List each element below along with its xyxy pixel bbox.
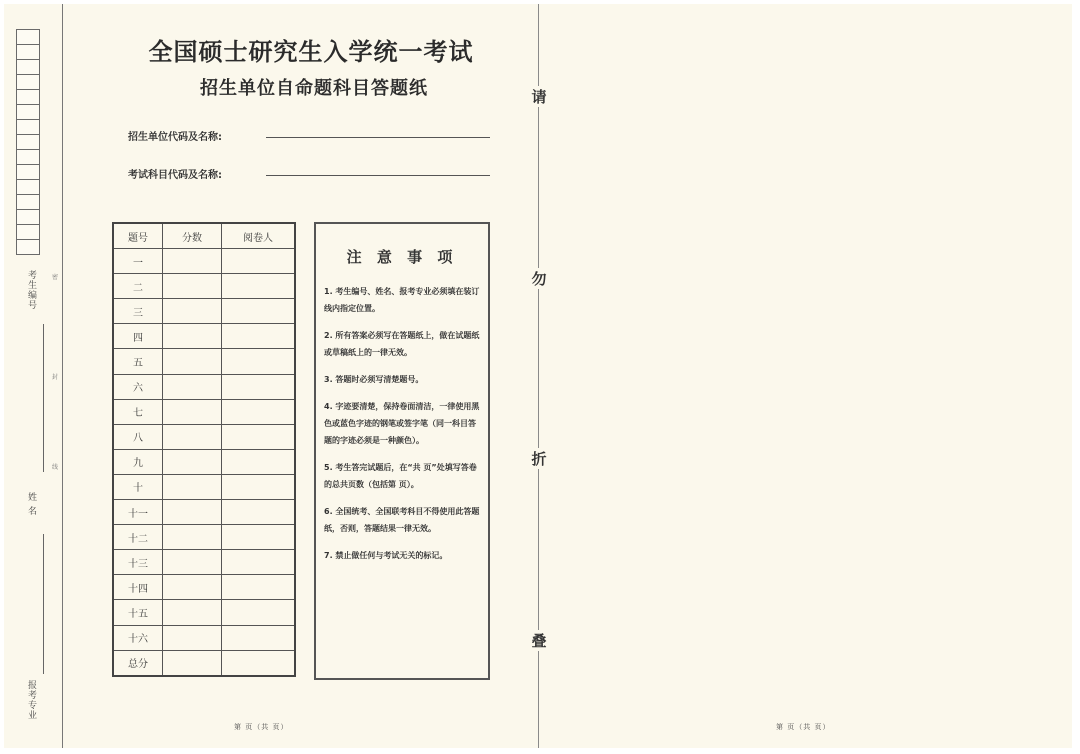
grader-cell[interactable] [222,500,296,525]
exam-id-box[interactable] [16,149,40,165]
score-cell[interactable] [163,449,222,474]
header-question-no: 题号 [113,223,163,249]
fold-char-4: 叠 [531,632,547,650]
exam-id-box[interactable] [16,29,40,45]
question-number-cell: 十六 [113,625,163,650]
score-cell[interactable] [163,474,222,499]
exam-id-box[interactable] [16,179,40,195]
unit-code-label: 招生单位代码及名称: [128,132,222,143]
seal-mark-3: 线 [52,464,59,471]
answer-sheet [4,4,1072,748]
notice-list [324,283,482,564]
grader-cell[interactable] [222,449,296,474]
grader-cell[interactable] [222,550,296,575]
score-table-header [113,223,295,249]
major-underline [43,534,44,674]
major-label: 报考专业 [26,680,36,720]
score-cell[interactable] [163,274,222,299]
question-number-cell: 十一 [113,500,163,525]
notice-item: 2. 所有答案必须写在答题纸上，做在试题纸或草稿纸上的一律无效。 [324,331,480,357]
score-row [113,625,295,650]
score-cell[interactable] [163,249,222,274]
page-footer-right: 第 页（共 页） [776,723,831,731]
exam-id-box[interactable] [16,239,40,255]
question-number-cell: 六 [113,374,163,399]
score-row [113,525,295,550]
score-row [113,449,295,474]
grader-cell[interactable] [222,474,296,499]
grader-cell[interactable] [222,249,296,274]
grader-cell[interactable] [222,525,296,550]
page-footer-left: 第 页（共 页） [234,723,289,731]
score-row [113,600,295,625]
seal-mark-1: 密 [52,274,59,281]
question-number-cell: 十三 [113,550,163,575]
grader-cell[interactable] [222,650,296,676]
notice-item: 4. 字迹要清楚，保持卷面清洁，一律使用黑色或蓝色字迹的钢笔或签字笔（同一科目答题的字迹必须是一种颜色）。 [324,402,480,445]
question-number-cell: 总分 [113,650,163,676]
exam-id-box[interactable] [16,74,40,90]
score-cell[interactable] [163,424,222,449]
grader-cell[interactable] [222,399,296,424]
notice-item: 1. 考生编号、姓名、报考专业必须填在装订线内指定位置。 [324,287,480,313]
name-label: 姓 名 [26,492,36,516]
exam-id-box[interactable] [16,89,40,105]
score-row [113,349,295,374]
header-grader: 阅卷人 [222,223,296,249]
page-title: 全国硕士研究生入学统一考试 [148,37,474,66]
score-row [113,274,295,299]
question-number-cell: 八 [113,424,163,449]
score-cell[interactable] [163,399,222,424]
question-number-cell: 十二 [113,525,163,550]
score-cell[interactable] [163,299,222,324]
score-cell[interactable] [163,600,222,625]
subject-code-label: 考试科目代码及名称: [128,170,222,181]
fold-char-2: 勿 [531,270,547,288]
exam-id-label: 考生编号 [26,270,36,310]
question-number-cell: 七 [113,399,163,424]
grader-cell[interactable] [222,625,296,650]
score-cell[interactable] [163,349,222,374]
grader-cell[interactable] [222,424,296,449]
score-cell[interactable] [163,525,222,550]
score-table [112,222,296,677]
exam-id-box[interactable] [16,59,40,75]
question-number-cell: 十五 [113,600,163,625]
score-cell[interactable] [163,374,222,399]
score-cell[interactable] [163,500,222,525]
exam-id-box[interactable] [16,194,40,210]
score-row [113,374,295,399]
score-row [113,399,295,424]
score-row [113,474,295,499]
notice-item: 7. 禁止做任何与考试无关的标记。 [324,551,448,560]
score-row [113,550,295,575]
subject-code-field[interactable] [266,175,490,176]
exam-id-box[interactable] [16,44,40,60]
score-cell[interactable] [163,324,222,349]
question-number-cell: 二 [113,274,163,299]
binding-line [62,4,63,748]
question-number-cell: 九 [113,449,163,474]
question-number-cell: 四 [113,324,163,349]
exam-id-box[interactable] [16,104,40,120]
grader-cell[interactable] [222,600,296,625]
notice-item: 6. 全国统考、全国联考科目不得使用此答题纸，否则，答题结果一律无效。 [324,507,480,533]
question-number-cell: 三 [113,299,163,324]
score-cell[interactable] [163,575,222,600]
exam-id-box[interactable] [16,164,40,180]
score-row [113,324,295,349]
question-number-cell: 十四 [113,575,163,600]
grader-cell[interactable] [222,374,296,399]
exam-id-box[interactable] [16,224,40,240]
score-row [113,424,295,449]
notice-item: 5. 考生答完试题后，在“共 页”处填写答卷的总共页数（包括第 页）。 [324,463,477,489]
grader-cell[interactable] [222,274,296,299]
page-subtitle: 招生单位自命题科目答题纸 [200,78,428,99]
score-row [113,650,295,676]
score-row [113,500,295,525]
exam-id-box[interactable] [16,119,40,135]
exam-id-box[interactable] [16,209,40,225]
score-cell[interactable] [163,550,222,575]
notice-box [314,222,490,680]
score-row [113,299,295,324]
unit-code-field[interactable] [266,137,490,138]
question-number-cell: 十 [113,474,163,499]
exam-id-boxes[interactable] [16,30,40,255]
grader-cell[interactable] [222,324,296,349]
score-row [113,249,295,274]
binding-margin [4,4,66,748]
name-underline [43,324,44,472]
score-row [113,575,295,600]
grader-cell[interactable] [222,349,296,374]
notice-item: 3. 答题时必须写清楚题号。 [324,375,424,384]
fold-char-1: 请 [531,88,547,106]
question-number-cell: 一 [113,249,163,274]
grader-cell[interactable] [222,575,296,600]
seal-mark-2: 封 [52,374,59,381]
notice-title: 注 意 事 项 [346,248,458,266]
score-cell[interactable] [163,650,222,676]
score-cell[interactable] [163,625,222,650]
fold-char-3: 折 [531,450,547,468]
grader-cell[interactable] [222,299,296,324]
header-score: 分数 [163,223,222,249]
question-number-cell: 五 [113,349,163,374]
exam-id-box[interactable] [16,134,40,150]
